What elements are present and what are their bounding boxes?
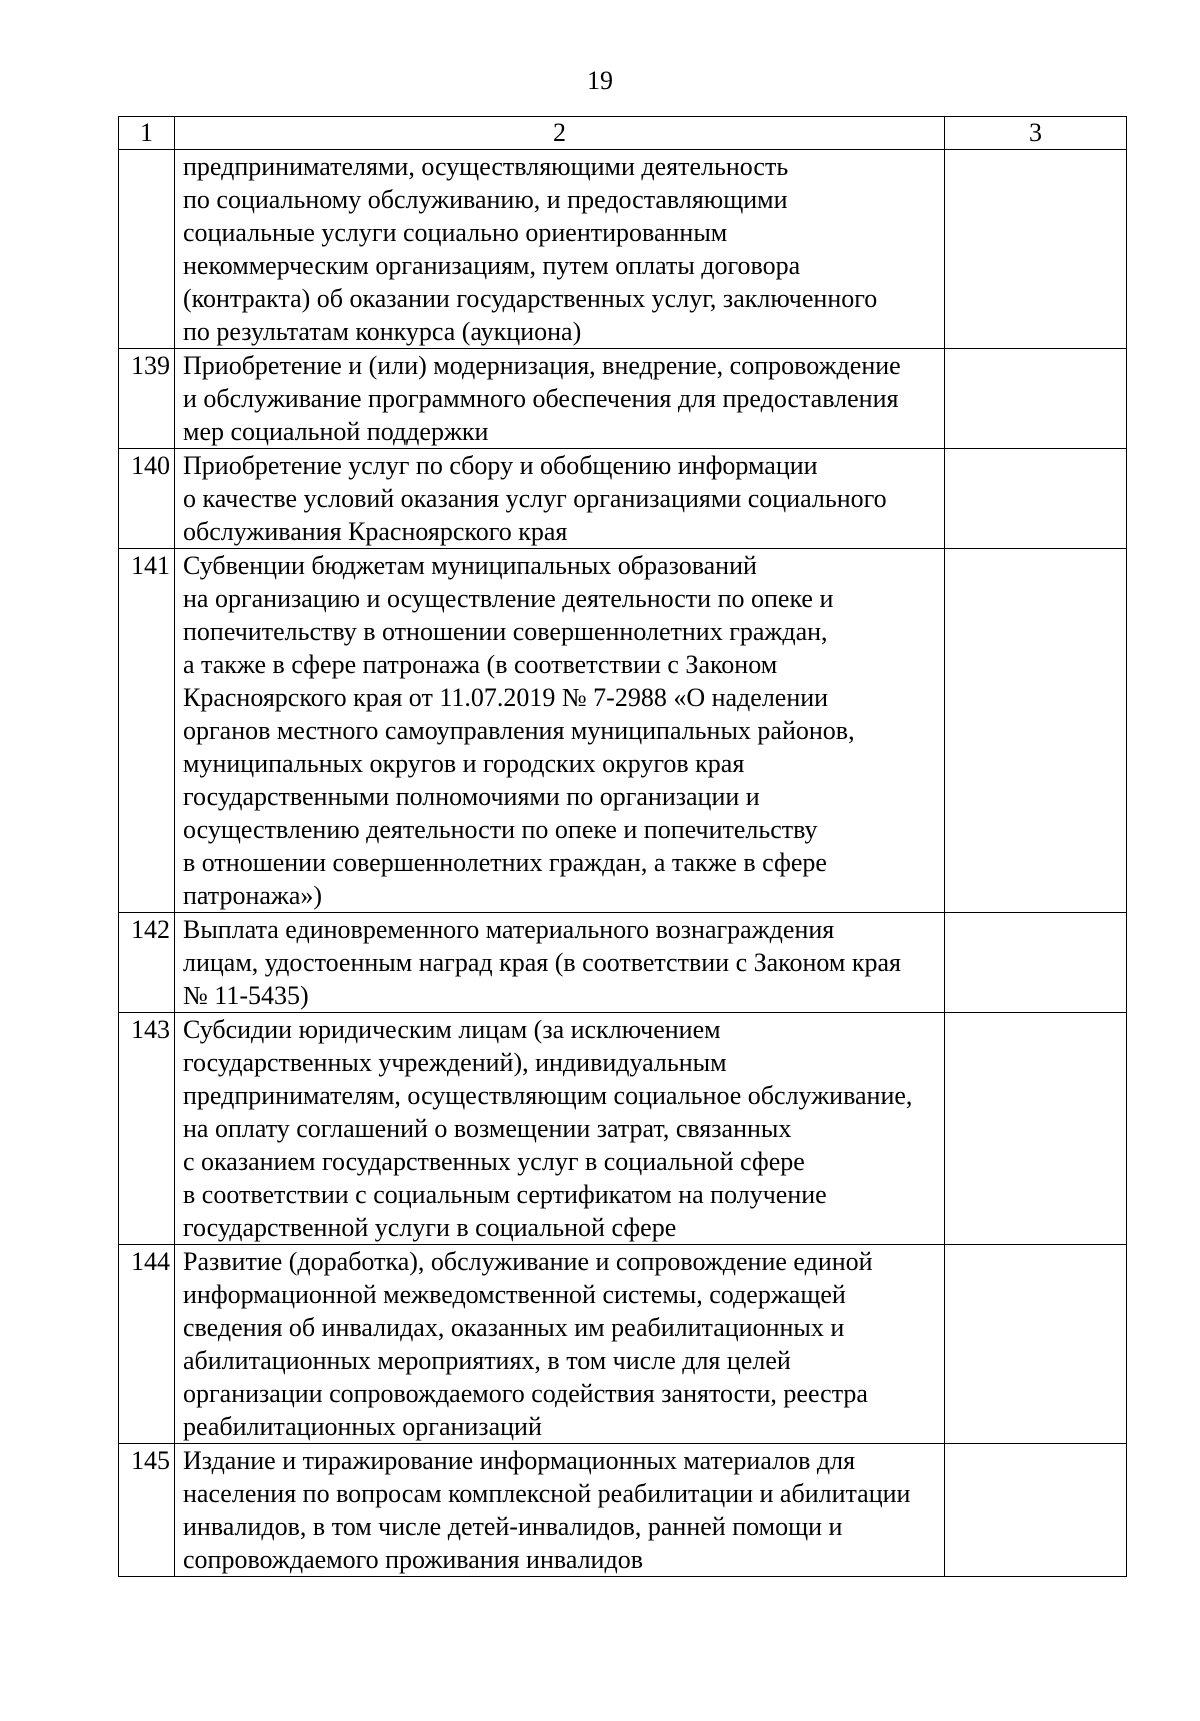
description-line: инвалидов, в том числе детей-инвалидов, ранней помощи и	[183, 1512, 843, 1541]
description-line: лицам, удостоенным наград края (в соответствии с Законом края	[183, 948, 901, 977]
table-row	[119, 1013, 1127, 1245]
expenditure-table	[118, 116, 1127, 1577]
description-line: абилитационных мероприятиях, в том числе для целей	[183, 1346, 791, 1375]
table-body	[119, 150, 1127, 1577]
row-description-cell	[175, 349, 945, 449]
description-line: Субсидии юридическим лицам (за исключением	[183, 1015, 721, 1044]
description-line: государственными полномочиями по организации и	[183, 782, 760, 811]
table-header-row	[119, 117, 1127, 150]
description-line: некоммерческим организациям, путем оплаты договора	[183, 251, 801, 280]
description-line: попечительству в отношении совершеннолетних граждан,	[183, 617, 828, 646]
description-line: в соответствии с социальным сертификатом на получение	[183, 1180, 827, 1209]
description-line: а также в сфере патронажа (в соответствии с Законом	[183, 650, 778, 679]
description-line: организации сопровождаемого содействия занятости, реестра	[183, 1379, 868, 1408]
description-line: Развитие (доработка), обслуживание и сопровождение единой	[183, 1247, 873, 1276]
description-line: населения по вопросам комплексной реабилитации и абилитации	[183, 1479, 911, 1508]
description-line: по социальному обслуживанию, и предоставляющими	[183, 185, 788, 214]
description-line: № 11-5435)	[183, 981, 309, 1010]
row-column-3-cell	[945, 1245, 1127, 1444]
row-column-3-cell	[945, 1444, 1127, 1577]
column-header-3: 3	[945, 117, 1127, 150]
description-line: Приобретение услуг по сбору и обобщению информации	[183, 451, 818, 480]
column-header-2: 2	[175, 117, 945, 150]
table-row	[119, 1444, 1127, 1577]
table-row	[119, 349, 1127, 449]
description-line: Приобретение и (или) модернизация, внедрение, сопровождение	[183, 351, 901, 380]
description-line: на организацию и осуществление деятельности по опеке и	[183, 584, 834, 613]
description-line: обслуживания Красноярского края	[183, 517, 568, 546]
description-line: муниципальных округов и городских округов края	[183, 749, 745, 778]
description-line: о качестве условий оказания услуг организациями социального	[183, 484, 887, 513]
row-column-3-cell	[945, 150, 1127, 349]
row-description-cell	[175, 913, 945, 1013]
row-description-cell	[175, 150, 945, 349]
description-line: предпринимателям, осуществляющим социальное обслуживание,	[183, 1081, 913, 1110]
description-line: осуществлению деятельности по опеке и попечительству	[183, 815, 818, 844]
description-line: на оплату соглашений о возмещении затрат, связанных	[183, 1114, 792, 1143]
row-column-3-cell	[945, 549, 1127, 913]
table-row	[119, 150, 1127, 349]
description-line: (контракта) об оказании государственных услуг, заключенного	[183, 284, 878, 313]
description-line: Субвенции бюджетам муниципальных образований	[183, 551, 757, 580]
row-number-cell: 141	[119, 549, 175, 913]
row-number-cell: 139	[119, 349, 175, 449]
row-description-cell	[175, 1013, 945, 1245]
description-line: по результатам конкурса (аукциона)	[183, 317, 582, 346]
row-description-cell	[175, 1444, 945, 1577]
row-number-cell: 145	[119, 1444, 175, 1577]
description-line: Красноярского края от 11.07.2019 № 7-2988 «О наделении	[183, 683, 829, 712]
row-number-cell: 143	[119, 1013, 175, 1245]
description-line: сведения об инвалидах, оказанных им реабилитационных и	[183, 1313, 845, 1342]
description-line: Выплата единовременного материального вознаграждения	[183, 915, 835, 944]
description-line: информационной межведомственной системы, содержащей	[183, 1280, 846, 1309]
row-description-cell	[175, 1245, 945, 1444]
description-line: Издание и тиражирование информационных материалов для	[183, 1446, 856, 1475]
row-number-cell	[119, 150, 175, 349]
row-description-cell	[175, 549, 945, 913]
description-line: реабилитационных организаций	[183, 1412, 542, 1441]
description-line: государственных учреждений), индивидуальным	[183, 1048, 727, 1077]
column-header-1: 1	[119, 117, 175, 150]
row-column-3-cell	[945, 1013, 1127, 1245]
description-line: в отношении совершеннолетних граждан, а также в сфере	[183, 848, 827, 877]
description-line: органов местного самоуправления муниципальных районов,	[183, 716, 855, 745]
description-line: с оказанием государственных услуг в социальной сфере	[183, 1147, 805, 1176]
row-column-3-cell	[945, 449, 1127, 549]
description-line: социальные услуги социально ориентированным	[183, 218, 728, 247]
row-column-3-cell	[945, 349, 1127, 449]
description-line: сопровождаемого проживания инвалидов	[183, 1545, 643, 1574]
row-number-cell: 144	[119, 1245, 175, 1444]
row-number-cell: 142	[119, 913, 175, 1013]
description-line: и обслуживание программного обеспечения для предоставления	[183, 384, 899, 413]
description-line: патронажа»)	[183, 881, 323, 910]
row-column-3-cell	[945, 913, 1127, 1013]
table-row	[119, 1245, 1127, 1444]
description-line: предпринимателями, осуществляющими деятельность	[183, 152, 789, 181]
row-number-cell: 140	[119, 449, 175, 549]
table-row	[119, 913, 1127, 1013]
row-description-cell	[175, 449, 945, 549]
table-row	[119, 549, 1127, 913]
page-number: 19	[587, 66, 613, 95]
table-row	[119, 449, 1127, 549]
description-line: государственной услуги в социальной сфере	[183, 1213, 677, 1242]
description-line: мер социальной поддержки	[183, 417, 489, 446]
